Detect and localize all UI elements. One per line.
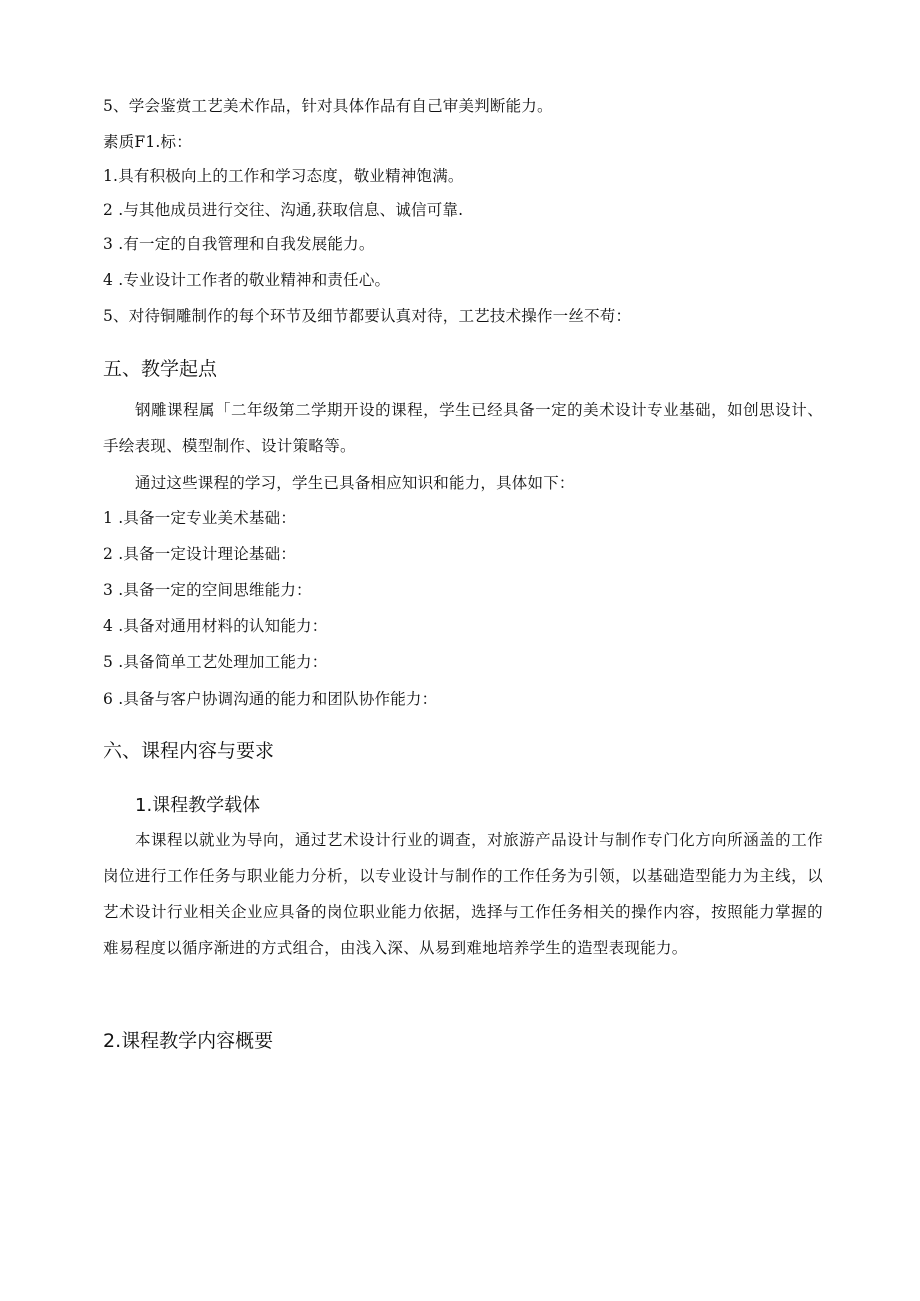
subsection-2-title: 2.课程教学内容概要: [103, 1030, 274, 1052]
quality-item-4: 4 .专业设计工作者的敬业精神和责任心。: [103, 271, 391, 289]
quality-item-2: 2 .与其他成员进行交往、沟通,获取信息、诚信可靠.: [103, 201, 464, 219]
quality-item-1: 1.具有积极向上的工作和学习态度，敬业精神饱满。: [103, 167, 464, 185]
goal-item-5: 5、学会鉴赏工艺美术作品，针对具体作品有自己审美判断能力。: [103, 97, 553, 115]
section-6-title: 六、课程内容与要求: [103, 740, 275, 762]
quality-goals-label: 素质F1.标：: [103, 133, 192, 151]
ability-item-4: 4 .具备对通用材料的认知能力：: [103, 617, 328, 635]
section-5-paragraph-1: 钢雕课程属「二年级第二学期开设的课程，学生已经具备一定的美术设计专业基础，如创思设计、手绘表现、模型制作、设计策略等。: [103, 401, 823, 455]
quality-item-5: 5、对待铜雕制作的每个环节及细节都要认真对待，工艺技术操作一丝不苟：: [103, 307, 632, 325]
ability-item-6: 6 .具备与客户协调沟通的能力和团队协作能力：: [103, 690, 438, 708]
subsection-1-paragraph: 本课程以就业为导向，通过艺术设计行业的调查，对旅游产品设计与制作专门化方向所涵盖的工作岗位进行工作任务与职业能力分析，以专业设计与制作的工作任务为引领，以基础造型能力为主线，以艺术设计行业相关企业应具备的岗位职业能力依据，选择与工作任务相关的操作内容，按照能力掌握的难易程度以循序渐进的方式组合，由浅入深、从易到难地培养学生的造型表现能力。: [103, 831, 823, 957]
ability-item-5: 5 .具备简单工艺处理加工能力：: [103, 653, 328, 671]
ability-item-3: 3 .具备一定的空间思维能力：: [103, 581, 312, 599]
section-5-title: 五、教学起点: [103, 358, 218, 380]
ability-item-1: 1 .具备一定专业美术基础：: [103, 509, 297, 527]
quality-item-3: 3 .有一定的自我管理和自我发展能力。: [103, 235, 375, 253]
section-5-paragraph-2: 通过这些课程的学习，学生已具备相应知识和能力，具体如下：: [135, 474, 575, 492]
subsection-1-title: 1.课程教学载体: [135, 795, 261, 816]
ability-item-2: 2 .具备一定设计理论基础：: [103, 545, 297, 563]
